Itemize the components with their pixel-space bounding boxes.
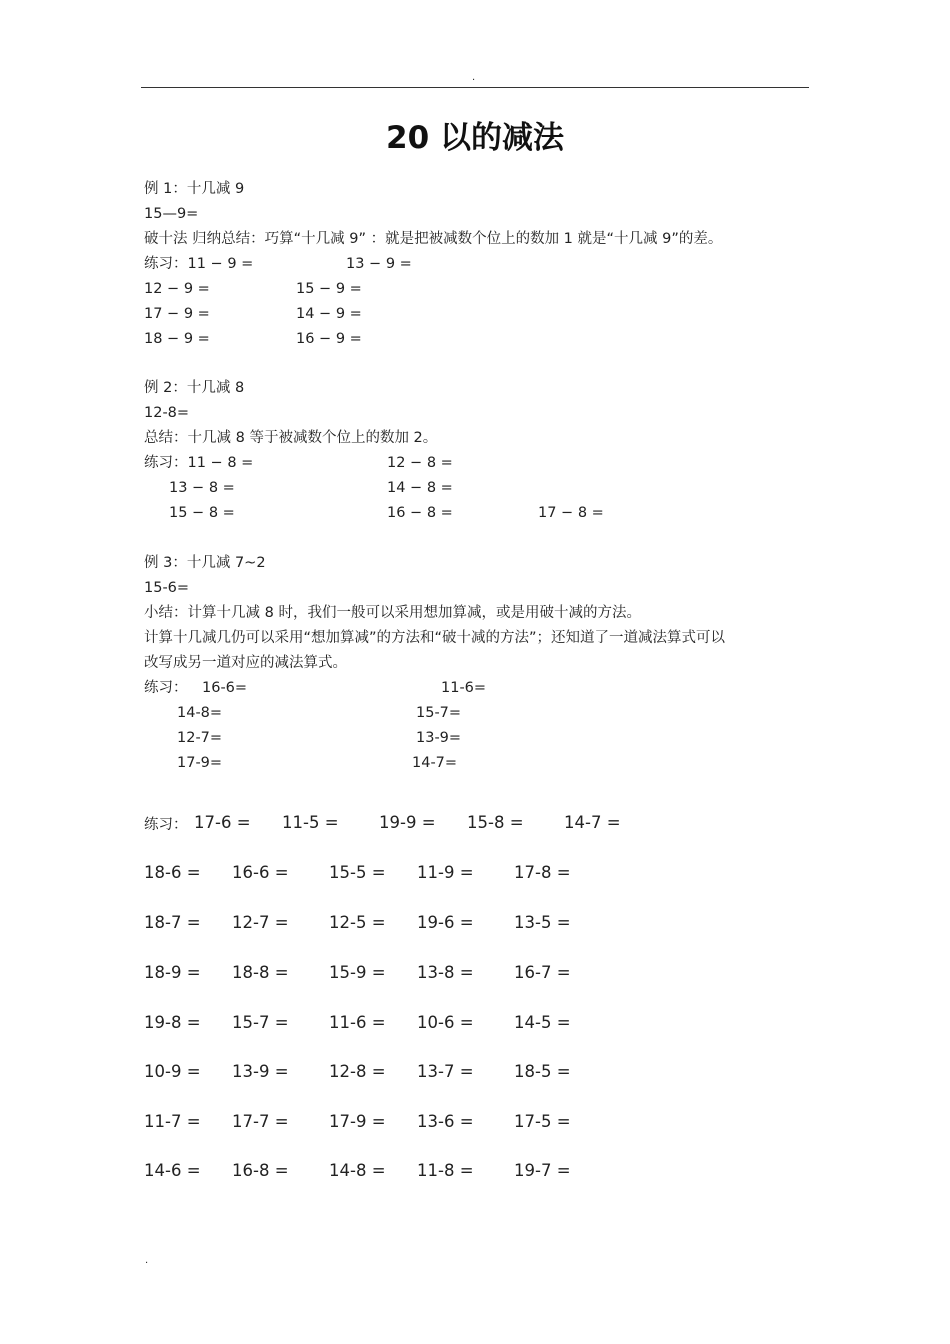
drill-item: 13-6 = [417, 1112, 474, 1131]
drill-item: 15-8 = [467, 813, 524, 832]
example-3-expression: 15-6= [144, 580, 190, 596]
drill-item: 10-9 = [144, 1062, 201, 1081]
practice-item: 15 − 9 = [296, 281, 362, 297]
drill-item: 12-8 = [329, 1062, 386, 1081]
drill-item: 11-7 = [144, 1112, 201, 1131]
example-2-heading: 例 2：十几减 8 [144, 380, 245, 396]
drill-item: 13-5 = [514, 913, 571, 932]
drill-item: 11-5 = [282, 813, 339, 832]
drill-item: 17-7 = [232, 1112, 289, 1131]
drill-item: 13-7 = [417, 1062, 474, 1081]
practice-item: 14-8= [177, 705, 223, 721]
drill-item: 17-5 = [514, 1112, 571, 1131]
drill-item: 13-9 = [232, 1062, 289, 1081]
drill-item: 14-5 = [514, 1013, 571, 1032]
header-mark: . [472, 72, 476, 83]
drill-item: 11-9 = [417, 863, 474, 882]
drill-item: 12-7 = [232, 913, 289, 932]
practice-item: 14 − 9 = [296, 306, 362, 322]
drill-item: 19-8 = [144, 1013, 201, 1032]
practice-item: 14-7= [412, 755, 458, 771]
practice-item: 15 − 8 = [169, 505, 235, 521]
drill-item: 11-6 = [329, 1013, 386, 1032]
practice-item: 13-9= [416, 730, 462, 746]
drill-item: 14-8 = [329, 1161, 386, 1180]
example-1-summary: 破十法 归纳总结：巧算“十几减 9” ：就是把被减数个位上的数加 1 就是“十几减 9”的差。 [144, 231, 723, 247]
drill-item: 19-6 = [417, 913, 474, 932]
practice-item: 18 − 9 = [144, 331, 210, 347]
example-1-practice-label: 练习：11 − 9 = [144, 256, 254, 272]
example-3-heading: 例 3：十几减 7~2 [144, 555, 266, 571]
drill-item: 18-7 = [144, 913, 201, 932]
drill-item: 15-9 = [329, 963, 386, 982]
drill-item: 15-7 = [232, 1013, 289, 1032]
drill-item: 18-5 = [514, 1062, 571, 1081]
drill-item: 14-6 = [144, 1161, 201, 1180]
practice-item: 17 − 9 = [144, 306, 210, 322]
drill-item: 19-9 = [379, 813, 436, 832]
drill-item: 18-6 = [144, 863, 201, 882]
header-rule [141, 87, 809, 88]
practice-item: 16-6= [202, 680, 248, 696]
drill-item: 16-7 = [514, 963, 571, 982]
example-2-practice-label: 练习：11 − 8 = [144, 455, 254, 471]
example-3-note-line-1: 计算十几减几仍可以采用“想加算减”的方法和“破十减的方法”；还知道了一道减法算式可以 [144, 630, 726, 646]
practice-item: 16 − 9 = [296, 331, 362, 347]
drill-item: 10-6 = [417, 1013, 474, 1032]
drill-item: 18-9 = [144, 963, 201, 982]
practice-item: 16 − 8 = [387, 505, 453, 521]
example-1-expression: 15—9= [144, 206, 199, 222]
example-1-heading: 例 1：十几减 9 [144, 181, 245, 197]
drill-item: 14-7 = [564, 813, 621, 832]
practice-item: 17 − 8 = [538, 505, 604, 521]
drill-item: 17-9 = [329, 1112, 386, 1131]
example-3-note-line-2: 改写成另一道对应的减法算式。 [144, 655, 347, 671]
page-title: 20 以的减法 [386, 120, 564, 156]
practice-item: 12 − 8 = [387, 455, 453, 471]
drill-item: 16-6 = [232, 863, 289, 882]
practice-item: 15-7= [416, 705, 462, 721]
practice-item: 13 − 9 = [346, 256, 412, 272]
drill-item: 16-8 = [232, 1161, 289, 1180]
drill-item: 12-5 = [329, 913, 386, 932]
drill-item: 17-8 = [514, 863, 571, 882]
example-2-summary: 总结：十几减 8 等于被减数个位上的数加 2。 [144, 430, 438, 446]
drill-item: 19-7 = [514, 1161, 571, 1180]
drill-item: 17-6 = [194, 813, 251, 832]
drill-item: 13-8 = [417, 963, 474, 982]
drill-item: 11-8 = [417, 1161, 474, 1180]
practice-item: 17-9= [177, 755, 223, 771]
example-3-practice-label: 练习： [144, 680, 188, 696]
footer-mark: . [145, 1255, 149, 1266]
practice-item: 11-6= [441, 680, 487, 696]
drill-item: 18-8 = [232, 963, 289, 982]
practice-item: 12 − 9 = [144, 281, 210, 297]
example-3-summary: 小结：计算十几减 8 时，我们一般可以采用想加算减，或是用破十减的方法。 [144, 605, 641, 621]
example-2-expression: 12-8= [144, 405, 190, 421]
practice-item: 14 − 8 = [387, 480, 453, 496]
practice-item: 13 − 8 = [169, 480, 235, 496]
drill-label: 练习： [144, 817, 188, 833]
drill-item: 15-5 = [329, 863, 386, 882]
practice-item: 12-7= [177, 730, 223, 746]
